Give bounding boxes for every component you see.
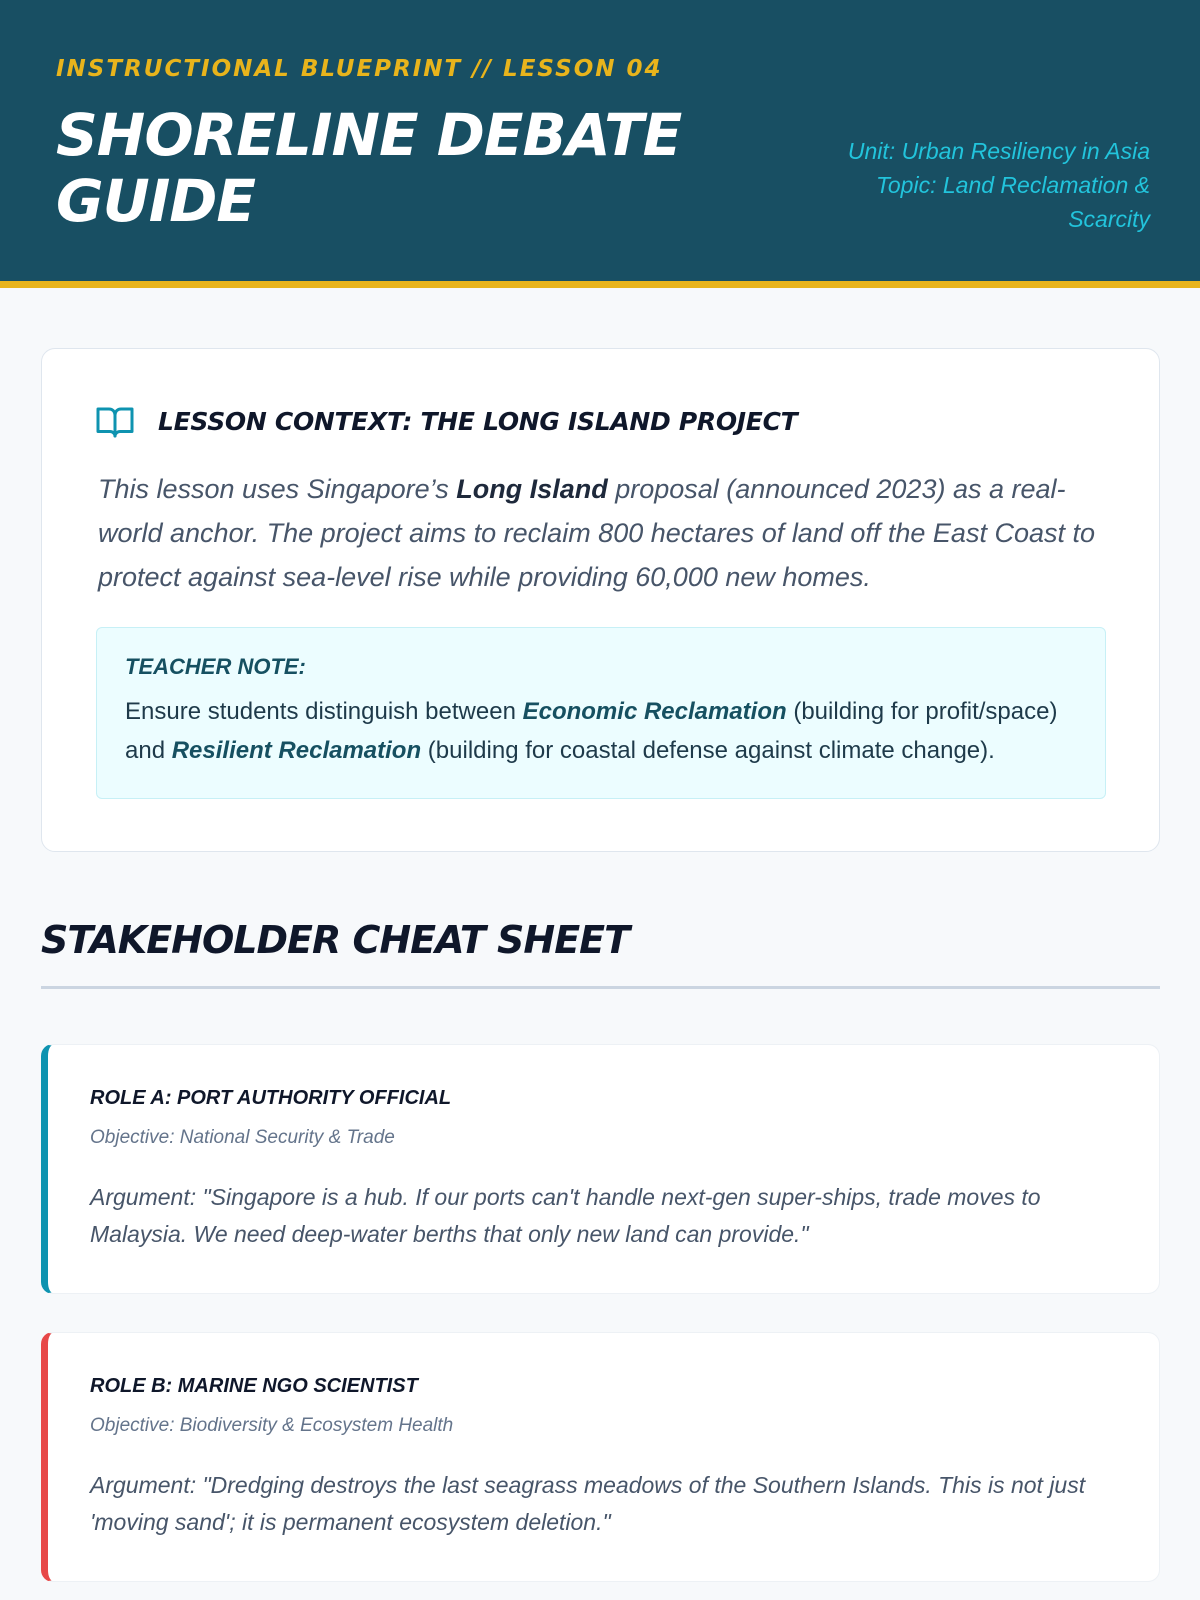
lesson-kicker: INSTRUCTIONAL BLUEPRINT // LESSON 04 [56,56,663,82]
unit-topic-meta [790,134,1150,236]
role-argument: Argument: "Singapore is a hub. If our ports can't handle next-gen super-ships, trade moves to Malaysia. We need deep-water berths that only new land can provide." [90,1184,1041,1247]
book-open-icon [96,405,134,439]
topic-label: Topic: Land Reclamation & Scarcity [875,172,1150,232]
role-name: ROLE B: MARINE NGO SCIENTIST [90,1375,418,1397]
context-description: This lesson uses Singapore’s Long Island proposal (announced 2023) as a real-world anchor. The project aims to reclaim 800 hectares of land off the East Coast to protect against sea-level rise while providing 60,000 new homes. [98,474,1095,592]
lesson-context-card [41,348,1160,852]
role-name: ROLE A: PORT AUTHORITY OFFICIAL [90,1087,452,1109]
project-name: Long Island [456,474,608,504]
page-header [0,0,1200,288]
teacher-note [96,627,1106,799]
stakeholder-section-title: STAKEHOLDER CHEAT SHEET [41,918,630,962]
context-title: LESSON CONTEXT: THE LONG ISLAND PROJECT [158,407,798,436]
role-card-port-authority [41,1044,1160,1294]
teacher-note-body: Ensure students distinguish between Economic Reclamation (building for profit/space) and Resilient Reclamation (building for coastal defense against climate change). [125,698,1058,764]
role-argument: Argument: "Dredging destroys the last seagrass meadows of the Southern Islands. This is not just 'moving sand'; it is permanent ecosystem deletion." [90,1472,1086,1535]
role-card-marine-ngo [41,1332,1160,1582]
role-objective: Objective: Biodiversity & Ecosystem Health [90,1415,454,1436]
term-resilient-reclamation: Resilient Reclamation [171,737,422,764]
section-divider [41,986,1160,989]
term-economic-reclamation: Economic Reclamation [522,698,787,725]
unit-label: Unit: Urban Resiliency in Asia [847,138,1150,164]
teacher-note-label: TEACHER NOTE: [125,654,306,679]
page-title: SHORELINE DEBATE GUIDE [56,101,682,235]
role-objective: Objective: National Security & Trade [90,1127,395,1148]
